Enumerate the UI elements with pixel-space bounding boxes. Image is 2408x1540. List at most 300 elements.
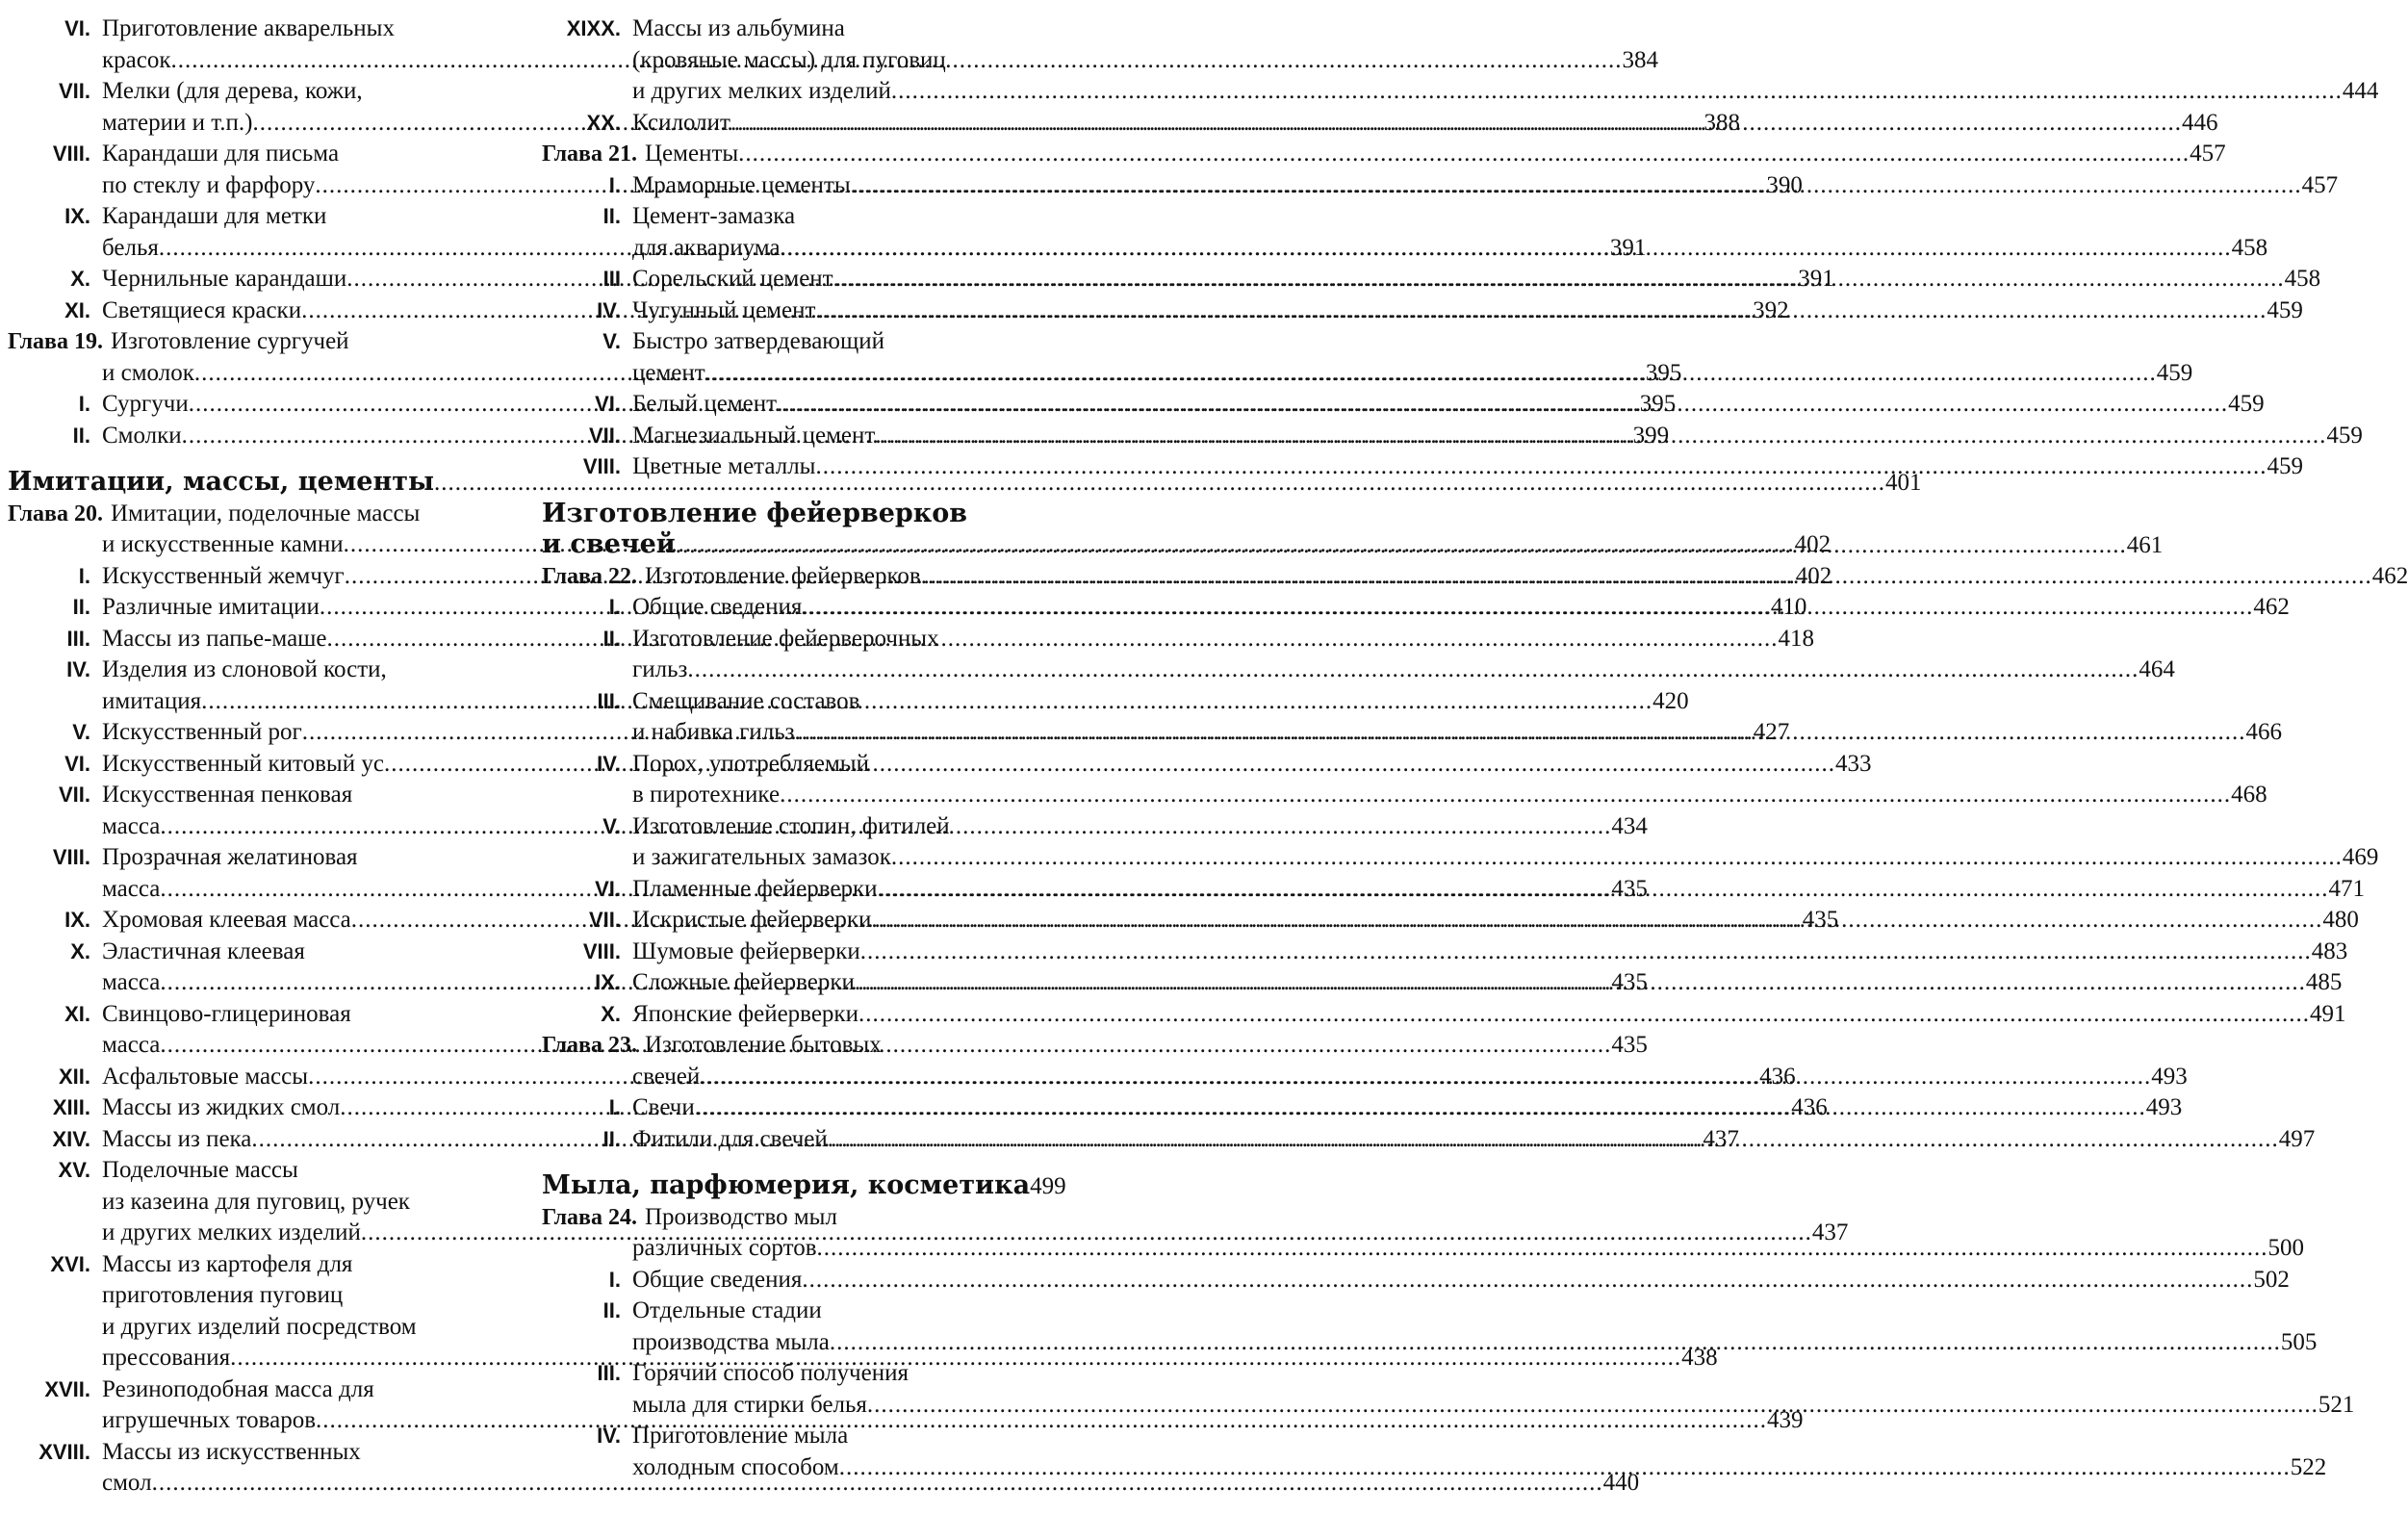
page-number: 427: [1753, 719, 1790, 745]
leader-dots: [815, 451, 2267, 483]
entry-title: и зажигательных замазок: [632, 844, 891, 870]
page-number: 434: [1611, 812, 1648, 839]
entry-text-wrap: [632, 654, 2175, 686]
entry-text-wrap: [102, 654, 508, 686]
page-number: 391: [1609, 234, 1647, 261]
toc-entry: [8, 139, 508, 170]
page-number: 420: [1652, 687, 1689, 714]
toc-entry: [542, 842, 2379, 874]
entry-title: Различные имитации: [102, 594, 320, 620]
entry-title: Свинцово-глицериновая: [102, 1000, 351, 1027]
page-number: 462: [2371, 562, 2408, 589]
entry-text-wrap: [632, 842, 2379, 874]
entry-title: и свечей: [542, 529, 676, 559]
entry-text-wrap: [632, 937, 2348, 968]
entry-text-wrap: [102, 780, 508, 811]
page-number: 435: [1611, 1032, 1648, 1058]
entry-text-wrap: [102, 1312, 508, 1344]
entry-text-wrap: [102, 201, 508, 233]
entry-title: смол: [102, 1470, 152, 1496]
toc-entry: [542, 76, 2379, 108]
page-number: 502: [2253, 1266, 2290, 1293]
leader-dots: [891, 76, 2343, 108]
entry-number: X.: [601, 1001, 621, 1026]
entry-number: III.: [597, 1361, 621, 1385]
leader-dots: [687, 654, 2139, 686]
toc-entry: [542, 13, 1054, 45]
entry-text-wrap: [8, 326, 508, 358]
leader-dots: [858, 999, 2310, 1031]
chapter-label: Глава 20.: [8, 500, 103, 526]
entry-title: Приготовление мыла: [632, 1423, 849, 1449]
toc-entry: [542, 654, 2175, 686]
toc-entry: [542, 1421, 1054, 1452]
entry-text-wrap: [102, 937, 508, 968]
chapter-label: Глава 23.: [542, 1033, 637, 1058]
entry-number: XIV.: [52, 1126, 90, 1151]
entry-title: и набивка гильз: [632, 719, 795, 745]
entry-number: VIII.: [52, 845, 90, 869]
entry-title: и других мелких изделий: [102, 1219, 361, 1245]
entry-number: V.: [602, 329, 621, 353]
entry-title: Массы из искусственных: [102, 1438, 361, 1465]
entry-text-wrap: [632, 999, 2346, 1031]
entry-title: Массы из альбумина: [632, 15, 845, 41]
entry-text-wrap: [8, 467, 1922, 500]
leader-dots: [695, 1092, 2146, 1124]
entry-number: XVII.: [44, 1376, 90, 1401]
leader-dots: [851, 170, 2302, 202]
entry-title: в пиротехнике: [632, 782, 781, 808]
entry-title: Изделия из слоновой кости,: [102, 656, 387, 682]
page-number: 459: [2267, 296, 2303, 323]
entry-title: свечей: [632, 1063, 701, 1090]
entry-number: X.: [70, 938, 90, 963]
entry-number: VII.: [588, 423, 621, 448]
toc-entry: [8, 780, 508, 811]
toc-entry: [542, 780, 2267, 811]
toc-entry: [8, 1468, 1640, 1500]
entry-title: Белый цемент: [632, 391, 778, 417]
entry-title: Смолки: [102, 422, 182, 449]
toc-entry: [8, 13, 508, 45]
page-number: 437: [1811, 1219, 1849, 1245]
chapter-entry: [542, 139, 2226, 170]
entry-number: IV.: [66, 657, 90, 681]
entry-title: прессования: [102, 1345, 231, 1371]
leader-dots: [700, 1062, 2151, 1093]
leader-dots: [676, 530, 2127, 562]
entry-title: масса: [102, 875, 161, 902]
entry-number: IX.: [64, 204, 90, 228]
leader-dots: [860, 937, 2312, 968]
page-number: 458: [2231, 234, 2268, 261]
entry-title: масса: [102, 812, 161, 839]
leader-dots: [830, 1327, 2281, 1359]
entry-text-wrap: [542, 1030, 1054, 1062]
entry-title: Сорельский цемент: [632, 266, 833, 292]
entry-title: масса: [102, 1032, 161, 1058]
leader-dots: [817, 1233, 2268, 1265]
entry-text-wrap: [632, 1358, 1054, 1390]
section-gap: [8, 451, 508, 467]
entry-title: масса: [102, 969, 161, 995]
entry-text-wrap: [102, 1187, 508, 1219]
leader-dots: [738, 139, 2190, 170]
page-number: 471: [2328, 875, 2365, 902]
entry-title: Массы из папье-маше: [102, 625, 327, 652]
entry-title: Массы из жидких смол: [102, 1094, 341, 1120]
page-number: 392: [1753, 296, 1789, 323]
entry-number: III: [602, 267, 621, 291]
entry-title: Искусственная пенковая: [102, 782, 353, 808]
page-number: 500: [2267, 1235, 2304, 1261]
entry-number: IV.: [597, 297, 621, 322]
chapter-entry: [8, 499, 508, 530]
entry-title: Порох, употребляемый: [632, 750, 869, 777]
page-number: 395: [1639, 391, 1677, 417]
entry-title: Фитили для свечей: [632, 1125, 828, 1152]
entry-title: гильз: [632, 656, 688, 682]
entry-title: Мелки (для дерева, кожи,: [102, 78, 363, 104]
entry-title: Чугунный цемент: [632, 296, 816, 323]
leader-dots: [839, 1452, 2291, 1484]
entry-text-wrap: [632, 780, 2267, 811]
entry-text-wrap: [632, 1421, 1054, 1452]
entry-title: Ксилолит: [632, 109, 730, 136]
entry-text-wrap: [542, 1170, 1066, 1203]
entry-number: XVI.: [50, 1251, 90, 1276]
entry-title: Магнезиальный цемент: [632, 422, 876, 449]
leader-dots: [867, 1390, 2318, 1422]
entry-number: IV.: [597, 1424, 621, 1448]
entry-number: II.: [72, 595, 90, 619]
entry-title: производства мыла: [632, 1328, 830, 1355]
entry-text-wrap: [632, 686, 1054, 718]
page-number: 391: [1798, 266, 1834, 292]
entry-title: Изготовление фейерверков: [645, 562, 921, 589]
entry-number: XX.: [586, 110, 621, 135]
entry-title: Цементы: [645, 141, 739, 167]
entry-title: Искусственный рог: [102, 719, 302, 745]
entry-number: VII.: [58, 783, 90, 807]
entry-text-wrap: [632, 811, 1054, 843]
entry-text-wrap: [102, 842, 508, 874]
leader-dots: [855, 967, 2306, 999]
entry-number: XVIII.: [38, 1439, 90, 1464]
entry-title: Смещивание составов: [632, 687, 860, 714]
entry-title: Изготовление фейерверков: [542, 498, 968, 528]
chapter-entry: [542, 1030, 1054, 1062]
toc-entry: [8, 842, 508, 874]
leader-dots: [802, 592, 2253, 624]
entry-number: XIXX.: [566, 16, 621, 40]
toc-entry: [8, 1437, 508, 1469]
chapter-label: Глава 21.: [542, 141, 637, 167]
toc-entry: [8, 654, 508, 686]
entry-number: I.: [608, 172, 621, 197]
leader-dots: [730, 108, 2182, 140]
entry-text-wrap: [632, 1265, 2290, 1296]
page-number: 440: [1602, 1470, 1640, 1496]
page-number: 522: [2290, 1453, 2327, 1480]
entry-title: и искусственные камни: [102, 531, 344, 557]
entry-text-wrap: [632, 45, 1054, 77]
page-number: 418: [1778, 625, 1815, 652]
entry-text-wrap: [542, 499, 1054, 530]
page-number: 459: [2267, 453, 2303, 479]
entry-title: Общие сведения: [632, 594, 803, 620]
toc-entry: [8, 1155, 508, 1187]
entry-title: Массы из картофеля для: [102, 1250, 353, 1277]
page-number: 410: [1770, 594, 1807, 620]
page-number: 399: [1632, 422, 1670, 449]
page-number: 435: [1611, 875, 1648, 902]
entry-number: VIII.: [52, 141, 90, 166]
page-number: 497: [2278, 1125, 2316, 1152]
entry-number: XI.: [64, 297, 90, 322]
section-heading: [542, 1170, 1066, 1202]
entry-number: IX.: [64, 908, 90, 932]
page-number: 462: [2253, 594, 2290, 620]
entry-title: Асфальтовые массы: [102, 1063, 309, 1090]
chapter-label: Глава 19.: [8, 329, 103, 354]
entry-text-wrap: [102, 1468, 1640, 1500]
page-number: 491: [2309, 1000, 2346, 1027]
entry-number: XIII.: [52, 1095, 90, 1119]
entry-text-wrap: [632, 1233, 2304, 1265]
entry-number: II.: [602, 1298, 621, 1322]
toc-entry: [8, 201, 508, 233]
entry-title: Шумовые фейерверки: [632, 937, 860, 964]
entry-title: Сложные фейерверки: [632, 969, 855, 995]
entry-text-wrap: [8, 499, 508, 530]
toc-entry: [542, 326, 1054, 358]
toc-entry: [542, 749, 1054, 781]
toc-entry: [542, 1265, 2290, 1296]
page-number: 493: [2145, 1094, 2183, 1120]
entry-text-wrap: [102, 1155, 508, 1187]
entry-title: Массы из пека: [102, 1125, 252, 1152]
entry-title: из казеина для пуговиц, ручек: [102, 1188, 410, 1215]
page-number: 395: [1645, 359, 1682, 386]
entry-number: V.: [602, 813, 621, 838]
entry-title: Производство мыл: [645, 1203, 837, 1230]
entry-number: IV.: [597, 751, 621, 776]
entry-title: (кровяные массы) для пуговиц: [632, 46, 946, 73]
entry-number: III.: [66, 626, 90, 651]
toc-entry: [8, 937, 508, 968]
entry-text-wrap: [542, 139, 2226, 170]
toc-entry: [8, 1249, 508, 1281]
entry-number: I.: [78, 392, 90, 416]
entry-title: Быстро затвердевающий: [632, 328, 884, 354]
page-number: 459: [2156, 359, 2193, 386]
entry-number: I.: [608, 1267, 621, 1292]
toc-entry: [542, 45, 1054, 77]
entry-title: Хромовая клеевая масса: [102, 907, 351, 933]
chapter-entry: [542, 1202, 1054, 1234]
entry-title: Эластичная клеевая: [102, 937, 305, 964]
toc-entry: [542, 999, 2346, 1031]
toc-entry: [8, 999, 508, 1031]
entry-title: Имитации, массы, цементы: [8, 467, 435, 497]
entry-text-wrap: [632, 13, 1054, 45]
entry-title: Цемент-замазка: [632, 203, 796, 229]
entry-text-wrap: [102, 76, 508, 108]
entry-title: Пламенные фейерверки: [632, 875, 878, 902]
leader-dots: [777, 389, 2228, 421]
page-number: 466: [2245, 719, 2283, 745]
page-number: 438: [1681, 1345, 1718, 1371]
entry-title: и других мелких изделий: [632, 78, 891, 104]
entry-title: цемент: [632, 359, 705, 386]
entry-number: IX.: [595, 970, 621, 994]
entry-title: Сургучи: [102, 391, 189, 417]
leader-dots: [828, 1124, 2279, 1156]
toc-entry: [542, 811, 1054, 843]
entry-number: XV.: [58, 1158, 90, 1182]
page-number: 390: [1766, 171, 1803, 198]
toc-entry: [542, 1296, 1054, 1327]
entry-text-wrap: [102, 1249, 508, 1281]
section-gap: [542, 483, 1054, 499]
entry-text-wrap: [632, 1296, 1054, 1327]
entry-text-wrap: [102, 1374, 508, 1406]
leader-dots: [795, 717, 2246, 749]
entry-number: I.: [608, 595, 621, 619]
entry-title: Искристые фейерверки: [632, 907, 872, 933]
toc-entry: [8, 1374, 508, 1406]
page-number: 436: [1759, 1063, 1796, 1090]
page-number: 483: [2311, 937, 2348, 964]
entry-text-wrap: [632, 76, 2379, 108]
entry-title: красок: [102, 46, 171, 73]
entry-title: Искусственный жемчуг: [102, 562, 345, 589]
page-number: 457: [2301, 171, 2339, 198]
section-gap: [542, 1155, 1054, 1170]
leader-dots: [802, 1265, 2253, 1296]
entry-title: белья: [102, 234, 159, 261]
entry-title: различных сортов: [632, 1235, 817, 1261]
page-number: 384: [1622, 46, 1658, 73]
leader-dots: [780, 780, 2231, 811]
page-number: 446: [2181, 109, 2218, 136]
entry-title: Искусственный китовый ус: [102, 750, 384, 777]
entry-number: VI.: [64, 751, 90, 776]
entry-title: Отдельные стадии: [632, 1297, 822, 1323]
entry-title: мыла для стирки белья: [632, 1391, 867, 1418]
page-number: 469: [2342, 844, 2379, 870]
leader-dots: [891, 842, 2343, 874]
entry-title: Имитации, поделочные массы: [111, 500, 421, 526]
page-number: 464: [2139, 656, 2175, 682]
entry-title: и других изделий посредством: [102, 1313, 417, 1340]
entry-title: Изготовление фейерверочных: [632, 625, 939, 652]
toc-entry: [542, 686, 1054, 718]
page-number: 499: [1030, 1173, 1066, 1199]
entry-title: Горячий способ получения: [632, 1360, 909, 1386]
entry-text-wrap: [542, 1202, 1054, 1234]
entry-title: Прозрачная желатиновая: [102, 844, 358, 870]
leader-dots: [878, 874, 2329, 906]
page-number: 435: [1802, 907, 1839, 933]
entry-title: Изготовление бытовых: [645, 1032, 882, 1058]
entry-title: для аквариума: [632, 234, 781, 261]
entry-title: Цветные металлы: [632, 453, 816, 479]
page-number: 401: [1885, 470, 1922, 496]
entry-number: VIII.: [582, 938, 621, 963]
page-number: 402: [1795, 562, 1832, 589]
entry-text-wrap: [102, 1280, 508, 1312]
entry-number: VII.: [58, 79, 90, 103]
page-number: 485: [2305, 969, 2343, 995]
page-number: 436: [1791, 1094, 1828, 1120]
entry-text-wrap: [102, 139, 508, 170]
entry-title: Карандаши для письма: [102, 141, 340, 167]
leader-dots: [815, 295, 2267, 327]
entry-number: II.: [602, 626, 621, 651]
page-number: 444: [2342, 78, 2379, 104]
entry-title: имитация: [102, 687, 202, 714]
page-number: 402: [1794, 531, 1832, 557]
entry-number: X.: [70, 267, 90, 291]
leader-dots: [921, 561, 2372, 593]
toc-entry: [542, 1233, 2304, 1265]
entry-number: VI.: [64, 16, 90, 40]
entry-number: XII.: [58, 1064, 90, 1089]
toc-entry: [8, 1312, 508, 1344]
entry-title: Общие сведения: [632, 1266, 803, 1293]
entry-title: Изготовление стопин, фитилей: [632, 812, 950, 839]
entry-number: VI.: [595, 876, 621, 901]
entry-title: Светящиеся краски: [102, 296, 302, 323]
entry-number: VI.: [595, 392, 621, 416]
toc-entry: [8, 1187, 508, 1219]
entry-title: материи и т.п.): [102, 109, 253, 136]
entry-title: и смолок: [102, 359, 194, 386]
entry-text-wrap: [632, 624, 1054, 655]
entry-number: II.: [602, 204, 621, 228]
page-number: 439: [1767, 1407, 1804, 1433]
entry-title: приготовления пуговиц: [102, 1282, 344, 1308]
chapter-label: Глава 22.: [542, 563, 637, 589]
entry-number: II.: [72, 423, 90, 448]
entry-title: Поделочные массы: [102, 1157, 298, 1183]
toc-entry: [542, 624, 1054, 655]
page-number: 461: [2126, 532, 2164, 558]
section-heading: [542, 499, 1054, 530]
entry-title: Карандаши для метки: [102, 203, 327, 229]
entry-text-wrap: [102, 13, 508, 45]
entry-number: III.: [597, 688, 621, 713]
entry-number: I.: [78, 563, 90, 588]
entry-title: игрушечных товаров: [102, 1407, 316, 1433]
page-number: 493: [2151, 1063, 2188, 1090]
entry-title: Приготовление акварельных: [102, 15, 395, 41]
toc-entry: [542, 937, 2348, 968]
page-number: 521: [2318, 1391, 2355, 1418]
leader-dots: [781, 233, 2232, 265]
page-number: 480: [2322, 907, 2359, 933]
entry-number: VIII.: [582, 454, 621, 478]
entry-title: Японские фейерверки: [632, 1000, 858, 1027]
page-number: 459: [2228, 391, 2265, 417]
page-number: 435: [1611, 969, 1648, 995]
entry-text-wrap: [632, 201, 1054, 233]
leader-dots: [833, 264, 2285, 295]
entry-number: XI.: [64, 1001, 90, 1026]
